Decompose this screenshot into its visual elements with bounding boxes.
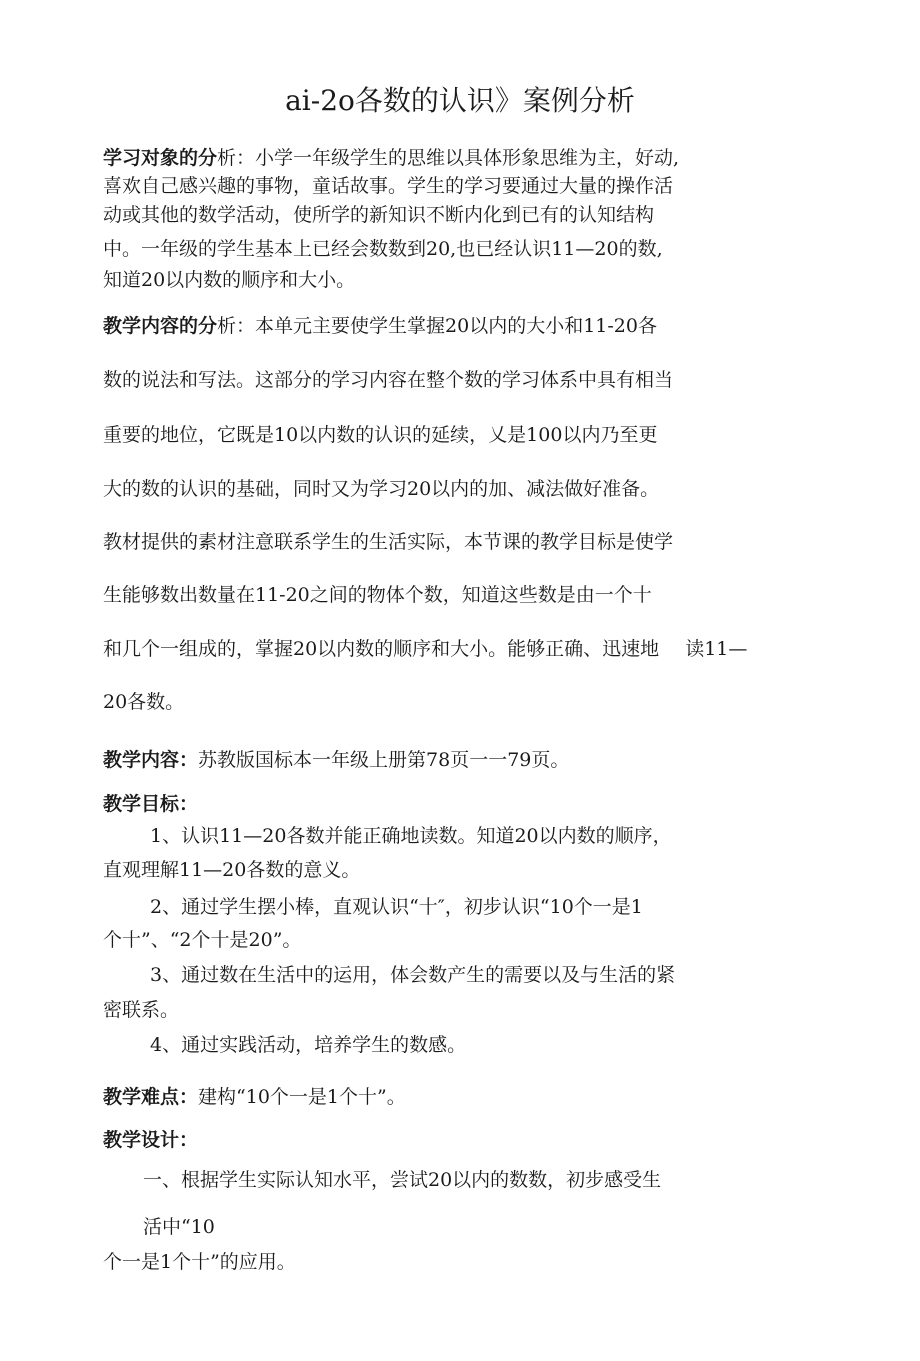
objective-line: 1、认识11—20各数并能正确地读数。知道20以内数的顺序， [150,825,672,847]
content-analysis-heading: 教学内容的分 [103,315,218,337]
design-line: 个一是1个十”的应用。 [103,1251,296,1273]
content-analysis-heading-tail: 析： [217,315,256,337]
learner-analysis-heading: 学习对象的分 [103,147,218,169]
learner-analysis-heading-tail: 析： [217,147,256,169]
paragraph-line: 生能够数出数量在11-20之间的物体个数，知道这些数是由一个十 [103,584,652,606]
paragraph-line: 动或其他的数学活动，使所学的新知识不断内化到已有的认知结构 [103,204,655,226]
paragraph-text: 和几个一组成的，掌握20以内数的顺序和大小。能够正确、迅速地 [103,638,660,660]
paragraph-line: 重要的地位，它既是10以内数的认识的延续，乂是100以内乃至更 [103,424,658,446]
paragraph-text: 本单元主要使学生掌握20以内的大小和11-20各 [255,315,657,337]
objective-line: 直观理解11—20各数的意义。 [103,859,361,881]
design-line: 一、根据学生实际认知水平，尝试20以内的数数，初步感受生 [143,1169,662,1191]
learner-analysis-line-1 [103,146,679,170]
difficulty-line [103,1085,406,1109]
paragraph-line: 中。一年级的学生基本上已经会数数到20,也已经认识11—20的数, [103,238,663,260]
teaching-content-line [103,748,569,772]
paragraph-line: 大的数的认识的基础，同时又为学习20以内的加、减法做好准备。 [103,478,660,500]
objective-line: 4、通过实践活动，培养学生的数感。 [150,1034,467,1056]
paragraph-line [103,637,747,661]
paragraph-line: 数的说法和写法。这部分的学习内容在整个数的学习体系中具有相当 [103,369,674,391]
paragraph-text: 小学一年级学生的思维以具体形象思维为主，好动, [255,147,680,169]
difficulty-text: 建构“10个一是1个十”。 [198,1086,406,1108]
paragraph-line: 教材提供的素材注意联系学生的生活实际，本节课的教学目标是使学 [103,531,674,553]
design-line: 活中“10 [143,1216,215,1238]
teaching-content-text: 苏教版国标本一年级上册第78页一一79页。 [198,749,570,771]
difficulty-heading: 教学难点： [103,1086,199,1108]
objective-line: 密联系。 [103,999,180,1021]
content-analysis-line-1 [103,314,657,338]
design-heading: 教学设计： [103,1129,199,1151]
paragraph-text: 读11— [685,638,748,660]
document-title: ai-2o各数的认识》案例分析 [285,84,635,117]
teaching-content-heading: 教学内容： [103,749,199,771]
objective-line: 3、通过数在生活中的运用，体会数产生的需要以及与生活的紧 [150,964,676,986]
objectives-heading: 教学目标： [103,793,199,815]
paragraph-line: 知道20以内数的顺序和大小。 [103,269,356,291]
paragraph-line: 喜欢自己感兴趣的事物，童话故事。学生的学习要通过大量的操作活 [103,175,674,197]
objective-line: 个十”、“2个十是20”。 [103,929,302,951]
objective-line: 2、通过学生摆小棒，直观认识“十″，初步认识“10个一是1 [150,896,643,918]
paragraph-line: 20各数。 [103,691,185,713]
